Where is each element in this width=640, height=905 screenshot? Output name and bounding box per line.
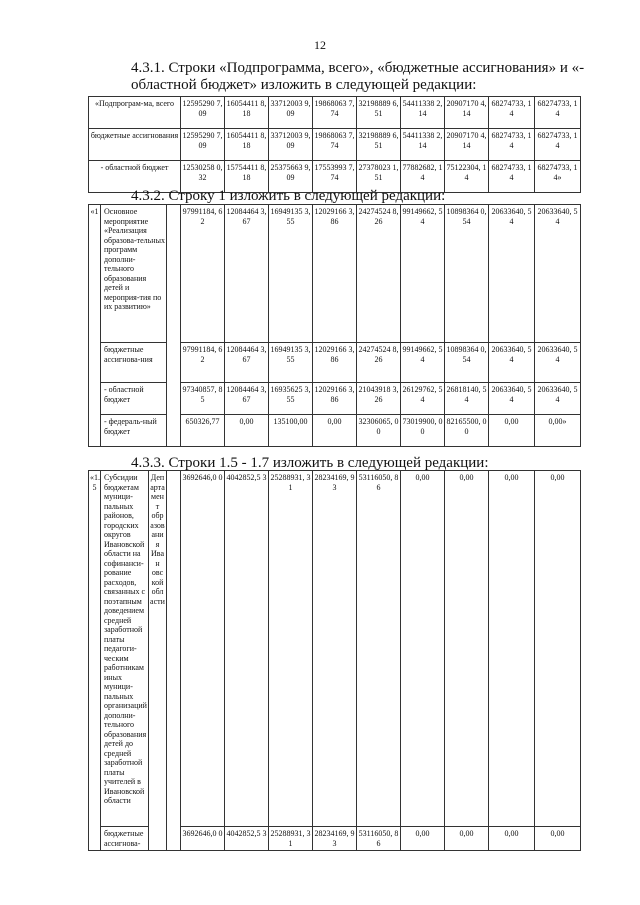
- table-cell: 68274733, 14: [535, 97, 581, 129]
- table-cell: 21043918 3,26: [357, 383, 401, 415]
- table-cell: 16949135 3,55: [269, 205, 313, 343]
- table-cell: 0,00: [445, 471, 489, 827]
- table-cell: 97991184, 62: [181, 343, 225, 383]
- table-cell: 82165500, 00: [445, 415, 489, 447]
- table-cell: 33712003 9,09: [269, 129, 313, 161]
- table-cell: 0,00: [401, 827, 445, 851]
- table-cell: 19868063 7,74: [313, 97, 357, 129]
- table-cell: 99149662, 54: [401, 343, 445, 383]
- table-cell: 12084464 3,67: [225, 343, 269, 383]
- table-cell: 4042852,5 3: [225, 471, 269, 827]
- table-cell: 10898364 0,54: [445, 205, 489, 343]
- table-cell: 68274733, 14: [535, 129, 581, 161]
- table-cell: 24274524 8,26: [357, 205, 401, 343]
- table-cell: 0,00: [401, 471, 445, 827]
- table-cell: 28234169, 93: [313, 471, 357, 827]
- row-label: Основное мероприятие «Реализация образова-тельных программ дополни-тельного образования детей и мероприя-тия по их развитию»: [101, 205, 167, 343]
- table-cell: 68274733, 14: [489, 161, 535, 193]
- table-cell: 53116050, 86: [357, 827, 401, 851]
- table-cell: 68274733, 14: [489, 129, 535, 161]
- table-cell: 27378023 1,51: [357, 161, 401, 193]
- table-cell: 16054411 8,18: [225, 97, 269, 129]
- row-number: «1: [89, 205, 101, 447]
- table-cell: 0,00: [489, 827, 535, 851]
- table-cell: 24274524 8,26: [357, 343, 401, 383]
- table-row: [89, 471, 581, 827]
- table-row: [89, 97, 581, 129]
- table-cell: 12084464 3,67: [225, 383, 269, 415]
- table-cell: 19868063 7,74: [313, 129, 357, 161]
- table-cell: 17553993 7,74: [313, 161, 357, 193]
- blank-cell: [167, 471, 181, 851]
- subprogram-totals-table: [88, 96, 581, 193]
- table-cell: 32198889 6,51: [357, 129, 401, 161]
- table-cell: 0,00: [489, 471, 535, 827]
- table-cell: 25288931, 31: [269, 471, 313, 827]
- table-cell: 12595290 7,09: [181, 129, 225, 161]
- table-cell: 20633640, 54: [535, 205, 581, 343]
- section-heading-4-3-2: 4.3.2. Строку 1 изложить в следующей редакции:: [131, 188, 446, 204]
- table-row: [89, 415, 581, 447]
- section-heading-4-3-3: 4.3.3. Строки 1.5 - 1.7 изложить в следующей редакции:: [131, 455, 489, 471]
- table-cell: 54411338 2,14: [401, 129, 445, 161]
- table-cell: 97340857, 85: [181, 383, 225, 415]
- row-1-table: [88, 204, 581, 447]
- table-cell: 53116050, 86: [357, 471, 401, 827]
- table-cell: 20907170 4,14: [445, 97, 489, 129]
- table-cell: 12084464 3,67: [225, 205, 269, 343]
- table-cell: 26818140, 54: [445, 383, 489, 415]
- table-cell: 32306065, 00: [357, 415, 401, 447]
- table-cell: 12029166 3,86: [313, 205, 357, 343]
- table-cell: 20633640, 54: [489, 205, 535, 343]
- table-cell: 75122304, 14: [445, 161, 489, 193]
- table-cell: 16935625 3,55: [269, 383, 313, 415]
- table-cell: 97991184, 62: [181, 205, 225, 343]
- table-row: [89, 383, 581, 415]
- table-cell: 135100,00: [269, 415, 313, 447]
- table-cell: 32198889 6,51: [357, 97, 401, 129]
- row-label: бюджетные ассигнова-ния: [101, 343, 167, 383]
- table-cell: 0,00: [535, 827, 581, 851]
- table-cell: 16949135 3,55: [269, 343, 313, 383]
- table-cell: 54411338 2,14: [401, 97, 445, 129]
- table-cell: 0,00: [313, 415, 357, 447]
- row-label: бюджетные ассигнова-: [101, 827, 149, 851]
- table-cell: 12029166 3,86: [313, 343, 357, 383]
- table-cell: 12595290 7,09: [181, 97, 225, 129]
- executor-cell: Деп арта мен т обр азов ани я Иван овс кой обл асти: [149, 471, 167, 851]
- table-cell: 20633640, 54: [535, 383, 581, 415]
- table-cell: 3692646,0 0: [181, 827, 225, 851]
- row-label: Субсидии бюджетам муници-пальных районов, городских округов Ивановской области на софинанси-рование расходов, связанных с поэтапным доведением средней заработной платы педагоги-ческим работникам иных муници-пальных организаций дополни-тельного образования детей до средней заработной платы учителей в Ивановской области: [101, 471, 149, 827]
- table-cell: 12530258 0,32: [181, 161, 225, 193]
- row-label: - областной бюджет: [101, 383, 167, 415]
- table-cell: 4042852,5 3: [225, 827, 269, 851]
- table-cell: 650326,77: [181, 415, 225, 447]
- table-cell: 99149662, 54: [401, 205, 445, 343]
- table-cell: 3692646,0 0: [181, 471, 225, 827]
- table-cell: 25375663 9,09: [269, 161, 313, 193]
- table-cell: 10898364 0,54: [445, 343, 489, 383]
- table-cell: 20633640, 54: [535, 343, 581, 383]
- table-cell: 20633640, 54: [489, 343, 535, 383]
- table-cell: 68274733, 14: [489, 97, 535, 129]
- table-cell: 25288931, 31: [269, 827, 313, 851]
- table-cell: 0,00»: [535, 415, 581, 447]
- table-row: [89, 129, 581, 161]
- table-cell: 0,00: [225, 415, 269, 447]
- rows-1-5-1-7-table: [88, 470, 581, 851]
- table-cell: 68274733, 14»: [535, 161, 581, 193]
- table-cell: 33712003 9,09: [269, 97, 313, 129]
- table-cell: 15754411 8,18: [225, 161, 269, 193]
- table-cell: 16054411 8,18: [225, 129, 269, 161]
- table-cell: 77882682, 14: [401, 161, 445, 193]
- table-cell: 12029166 3,86: [313, 383, 357, 415]
- row-label: бюджетные ассигнования: [89, 129, 181, 161]
- table-cell: 28234169, 93: [313, 827, 357, 851]
- table-cell: 20633640, 54: [489, 383, 535, 415]
- row-number: «1.5: [89, 471, 101, 851]
- row-label: - федераль-ный бюджет: [101, 415, 167, 447]
- table-row: [89, 205, 581, 343]
- row-label: «Подпрограм-ма, всего: [89, 97, 181, 129]
- table-row: [89, 343, 581, 383]
- page-number: 12: [314, 38, 326, 52]
- table-cell: 26129762, 54: [401, 383, 445, 415]
- table-cell: 0,00: [489, 415, 535, 447]
- table-cell: 0,00: [445, 827, 489, 851]
- section-heading-4-3-1: 4.3.1. Строки «Подпрограмма, всего», «бюджетные ассигнования» и «- областной бюджет» изложить в следующей редакции:: [131, 60, 585, 93]
- executor-cell: [167, 205, 181, 447]
- table-cell: 73019900, 00: [401, 415, 445, 447]
- table-cell: 0,00: [535, 471, 581, 827]
- table-cell: 20907170 4,14: [445, 129, 489, 161]
- row-label: - областной бюджет: [89, 161, 181, 193]
